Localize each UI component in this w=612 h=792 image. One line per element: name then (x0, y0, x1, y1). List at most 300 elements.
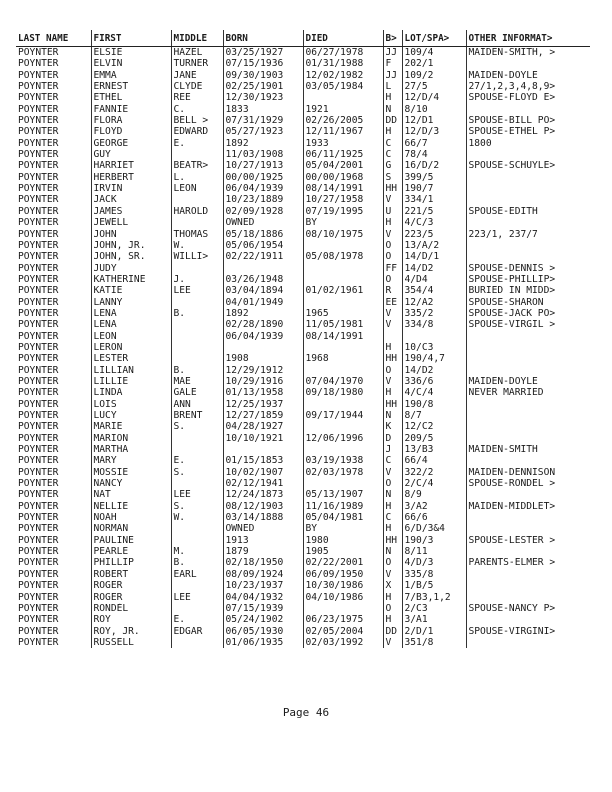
lot-space-cell: 14/D2 (402, 263, 466, 274)
other-info-cell (466, 455, 590, 466)
died-cell (303, 421, 383, 432)
other-info-cell: SPOUSE-JACK PO> (466, 308, 590, 319)
block-cell: V (383, 637, 402, 648)
last-name-cell: POYNTER (18, 523, 59, 535)
born-cell: 1892 (223, 308, 303, 319)
first-name-cell: ROY, JR. (91, 626, 171, 637)
block-cell: H (383, 614, 402, 625)
other-info-cell: SPOUSE-VIRGINI> (466, 626, 590, 637)
lot-space-cell: 190/7 (402, 183, 466, 194)
table-row (16, 433, 590, 444)
born-cell: 07/31/1929 (223, 115, 303, 126)
last-name-cell: POYNTER (18, 466, 59, 478)
table-row (16, 92, 590, 103)
other-info-cell (466, 217, 590, 228)
lot-space-cell: 6/D/3&4 (402, 523, 466, 534)
table-row (16, 455, 590, 466)
last-name-cell: POYNTER (18, 92, 59, 104)
first-name-cell: HARRIET (91, 160, 171, 171)
block-cell: H (383, 92, 402, 103)
middle-name-cell: EARL (171, 569, 223, 580)
last-name-cell: POYNTER (18, 103, 59, 115)
block-cell: O (383, 557, 402, 568)
died-cell: 02/03/1992 (303, 637, 383, 648)
middle-name-cell (171, 297, 223, 308)
block-cell: H (383, 217, 402, 228)
other-info-cell: SPOUSE-PHILLIP> (466, 274, 590, 285)
lot-space-cell: 190/8 (402, 399, 466, 410)
first-name-cell: JOHN, SR. (91, 251, 171, 262)
middle-name-cell: BRENT (171, 410, 223, 421)
born-cell: 05/06/1954 (223, 240, 303, 251)
first-name-cell: LESTER (91, 353, 171, 364)
middle-name-cell (171, 433, 223, 444)
born-cell: 09/30/1903 (223, 70, 303, 81)
born-cell: 11/03/1908 (223, 149, 303, 160)
first-name-cell: NAT (91, 489, 171, 500)
born-cell: 06/04/1939 (223, 331, 303, 342)
table-row (16, 331, 590, 342)
died-cell: 09/18/1980 (303, 387, 383, 398)
born-cell: 02/25/1901 (223, 81, 303, 92)
block-cell: DD (383, 115, 402, 126)
lot-space-cell: 16/D/2 (402, 160, 466, 171)
middle-name-cell (171, 194, 223, 205)
other-info-cell (466, 569, 590, 580)
other-info-cell (466, 580, 590, 591)
middle-name-cell: LEE (171, 285, 223, 296)
first-name-cell: NANCY (91, 478, 171, 489)
died-cell: 10/27/1958 (303, 194, 383, 205)
died-cell: 11/05/1981 (303, 319, 383, 330)
other-info-cell: SPOUSE-EDITH (466, 206, 590, 217)
block-cell: C (383, 512, 402, 523)
last-name-cell: POYNTER (18, 307, 59, 319)
died-cell: 12/02/1982 (303, 70, 383, 81)
lot-space-cell: 12/A2 (402, 297, 466, 308)
middle-name-cell: REE (171, 92, 223, 103)
other-info-cell (466, 592, 590, 603)
born-cell: 05/18/1886 (223, 229, 303, 240)
first-name-cell: LILLIE (91, 376, 171, 387)
first-name-cell: JAMES (91, 206, 171, 217)
last-name-cell: POYNTER (18, 455, 59, 467)
block-cell: N (383, 489, 402, 500)
died-cell (303, 297, 383, 308)
middle-name-cell: LEON (171, 183, 223, 194)
block-cell: V (383, 229, 402, 240)
born-cell: 12/25/1937 (223, 399, 303, 410)
born-cell (223, 263, 303, 274)
born-cell: 10/23/1889 (223, 194, 303, 205)
block-cell: K (383, 421, 402, 432)
born-cell: 02/28/1890 (223, 319, 303, 330)
block-cell: HH (383, 183, 402, 194)
born-cell (223, 444, 303, 455)
lot-space-cell: 334/1 (402, 194, 466, 205)
lot-space-cell: 14/D/1 (402, 251, 466, 262)
born-cell: 10/02/1907 (223, 467, 303, 478)
block-cell: H (383, 126, 402, 137)
died-cell: 08/10/1975 (303, 229, 383, 240)
lot-space-cell: 66/6 (402, 512, 466, 523)
block-cell: C (383, 149, 402, 160)
other-info-cell: SPOUSE-RONDEL > (466, 478, 590, 489)
last-name-cell: POYNTER (18, 478, 59, 490)
other-info-cell: MAIDEN-DOYLE (466, 376, 590, 387)
block-cell: H (383, 387, 402, 398)
died-cell: 12/06/1996 (303, 433, 383, 444)
table-row (16, 410, 590, 421)
born-cell (223, 342, 303, 353)
middle-name-cell: B. (171, 365, 223, 376)
other-info-cell: MAIDEN-SMITH, > (466, 47, 590, 59)
table-row (16, 603, 590, 614)
born-cell: 03/25/1927 (223, 47, 303, 59)
last-name-cell: POYNTER (18, 285, 59, 297)
died-cell (303, 263, 383, 274)
first-name-cell: LENA (91, 319, 171, 330)
last-name-cell: POYNTER (18, 47, 59, 58)
first-name-cell: FLORA (91, 115, 171, 126)
other-info-cell (466, 353, 590, 364)
middle-name-cell: GALE (171, 387, 223, 398)
lot-space-cell: 7/B3,1,2 (402, 592, 466, 603)
table-row (16, 580, 590, 591)
last-name-cell: POYNTER (18, 296, 59, 308)
page-number: Page 46 (282, 706, 330, 719)
died-cell: 05/08/1978 (303, 251, 383, 262)
last-name-cell: POYNTER (18, 512, 59, 524)
born-cell: 10/10/1921 (223, 433, 303, 444)
last-name-cell: POYNTER (18, 149, 59, 161)
lot-space-cell (402, 331, 466, 342)
last-name-cell: POYNTER (18, 273, 59, 285)
lot-space-cell: 2/C/4 (402, 478, 466, 489)
last-name-cell: POYNTER (18, 421, 59, 433)
middle-name-cell (171, 353, 223, 364)
other-info-cell (466, 523, 590, 534)
first-name-cell: LEON (91, 331, 171, 342)
first-name-cell: MOSSIE (91, 467, 171, 478)
table-row (16, 47, 590, 59)
other-info-cell (466, 637, 590, 648)
lot-space-cell: 109/2 (402, 70, 466, 81)
col-header-died: DIED (303, 30, 383, 47)
first-name-cell: ELVIN (91, 58, 171, 69)
died-cell (303, 274, 383, 285)
last-name-cell: POYNTER (18, 81, 59, 93)
other-info-cell: NEVER MARRIED (466, 387, 590, 398)
middle-name-cell: BEATR> (171, 160, 223, 171)
table-row (16, 274, 590, 285)
table-row (16, 81, 590, 92)
born-cell: 1833 (223, 104, 303, 115)
first-name-cell: NORMAN (91, 523, 171, 534)
first-name-cell: PHILLIP (91, 557, 171, 568)
last-name-cell: POYNTER (18, 364, 59, 376)
other-info-cell (466, 331, 590, 342)
block-cell: G (383, 160, 402, 171)
first-name-cell: LOIS (91, 399, 171, 410)
middle-name-cell: BELL > (171, 115, 223, 126)
table-row (16, 217, 590, 228)
lot-space-cell: 8/10 (402, 104, 466, 115)
died-cell: 10/30/1986 (303, 580, 383, 591)
table-row (16, 160, 590, 171)
born-cell: 12/29/1912 (223, 365, 303, 376)
born-cell: 12/27/1859 (223, 410, 303, 421)
last-name-cell: POYNTER (18, 534, 59, 546)
table-row (16, 467, 590, 478)
block-cell: N (383, 104, 402, 115)
born-cell: 1908 (223, 353, 303, 364)
table-row (16, 592, 590, 603)
first-name-cell: FLOYD (91, 126, 171, 137)
middle-name-cell: WILLI> (171, 251, 223, 262)
table-row (16, 206, 590, 217)
table-row (16, 263, 590, 274)
born-cell: 02/12/1941 (223, 478, 303, 489)
block-cell: V (383, 376, 402, 387)
other-info-cell: SPOUSE-VIRGIL > (466, 319, 590, 330)
table-row (16, 138, 590, 149)
table-row (16, 421, 590, 432)
last-name-cell: POYNTER (18, 194, 59, 206)
first-name-cell: LERON (91, 342, 171, 353)
col-header-lot-space: LOT/SPA> (402, 30, 466, 47)
middle-name-cell: S. (171, 421, 223, 432)
died-cell: 12/11/1967 (303, 126, 383, 137)
last-name-cell: POYNTER (18, 614, 59, 626)
last-name-cell: POYNTER (18, 205, 59, 217)
last-name-cell: POYNTER (18, 546, 59, 558)
died-cell: 03/05/1984 (303, 81, 383, 92)
born-cell: 04/01/1949 (223, 297, 303, 308)
col-header-block: B> (383, 30, 402, 47)
first-name-cell: ROY (91, 614, 171, 625)
last-name-cell: POYNTER (18, 591, 59, 603)
lot-space-cell: 12/D1 (402, 115, 466, 126)
lot-space-cell: 10/C3 (402, 342, 466, 353)
other-info-cell: SPOUSE-LESTER > (466, 535, 590, 546)
died-cell (303, 478, 383, 489)
died-cell: 06/11/1925 (303, 149, 383, 160)
last-name-cell: POYNTER (18, 375, 59, 387)
block-cell: F (383, 58, 402, 69)
born-cell: 01/06/1935 (223, 637, 303, 648)
first-name-cell: MARION (91, 433, 171, 444)
died-cell (303, 92, 383, 103)
first-name-cell: HERBERT (91, 172, 171, 183)
born-cell: 10/23/1937 (223, 580, 303, 591)
lot-space-cell: 335/8 (402, 569, 466, 580)
col-header-last-name: LAST NAME (16, 30, 91, 47)
middle-name-cell (171, 535, 223, 546)
other-info-cell (466, 546, 590, 557)
born-cell: 10/29/1916 (223, 376, 303, 387)
last-name-cell: POYNTER (18, 341, 59, 353)
born-cell: 08/12/1903 (223, 501, 303, 512)
register-body (16, 47, 590, 649)
died-cell: BY (303, 523, 383, 534)
block-cell: V (383, 308, 402, 319)
lot-space-cell: 3/A2 (402, 501, 466, 512)
middle-name-cell (171, 444, 223, 455)
last-name-cell: POYNTER (18, 500, 59, 512)
first-name-cell: NELLIE (91, 501, 171, 512)
died-cell: 09/17/1944 (303, 410, 383, 421)
first-name-cell: PEARLE (91, 546, 171, 557)
other-info-cell: MAIDEN-MIDDLET> (466, 501, 590, 512)
born-cell: 1913 (223, 535, 303, 546)
block-cell: X (383, 580, 402, 591)
born-cell: 01/15/1853 (223, 455, 303, 466)
first-name-cell: ETHEL (91, 92, 171, 103)
born-cell: 12/30/1923 (223, 92, 303, 103)
first-name-cell: ROGER (91, 592, 171, 603)
first-name-cell: PAULINE (91, 535, 171, 546)
middle-name-cell: ANN (171, 399, 223, 410)
died-cell: 08/14/1991 (303, 183, 383, 194)
lot-space-cell: 399/5 (402, 172, 466, 183)
middle-name-cell: W. (171, 240, 223, 251)
last-name-cell: POYNTER (18, 126, 59, 138)
middle-name-cell (171, 580, 223, 591)
died-cell: 1905 (303, 546, 383, 557)
table-row (16, 172, 590, 183)
block-cell: H (383, 592, 402, 603)
table-row (16, 126, 590, 137)
middle-name-cell: B. (171, 308, 223, 319)
born-cell: 03/14/1888 (223, 512, 303, 523)
table-row (16, 512, 590, 523)
last-name-cell: POYNTER (18, 115, 59, 127)
table-row (16, 387, 590, 398)
born-cell: OWNED (223, 217, 303, 228)
block-cell: H (383, 501, 402, 512)
block-cell: C (383, 455, 402, 466)
died-cell: 06/09/1950 (303, 569, 383, 580)
lot-space-cell: 221/5 (402, 206, 466, 217)
last-name-cell: POYNTER (18, 353, 59, 365)
born-cell: 02/22/1911 (223, 251, 303, 262)
register-table (16, 30, 590, 648)
middle-name-cell: CLYDE (171, 81, 223, 92)
other-info-cell (466, 251, 590, 262)
col-header-middle: MIDDLE (171, 30, 223, 47)
lot-space-cell: 8/7 (402, 410, 466, 421)
born-cell: OWNED (223, 523, 303, 534)
died-cell: 1965 (303, 308, 383, 319)
block-cell: V (383, 569, 402, 580)
middle-name-cell (171, 637, 223, 648)
table-row (16, 115, 590, 126)
middle-name-cell (171, 603, 223, 614)
lot-space-cell: 2/D/1 (402, 626, 466, 637)
table-row (16, 285, 590, 296)
table-row (16, 489, 590, 500)
lot-space-cell: 13/A/2 (402, 240, 466, 251)
block-cell: O (383, 603, 402, 614)
other-info-cell (466, 421, 590, 432)
table-row (16, 626, 590, 637)
middle-name-cell: S. (171, 501, 223, 512)
lot-space-cell: 4/D4 (402, 274, 466, 285)
block-cell: L (383, 81, 402, 92)
block-cell: J (383, 444, 402, 455)
other-info-cell (466, 240, 590, 251)
middle-name-cell: E. (171, 455, 223, 466)
lot-space-cell: 8/9 (402, 489, 466, 500)
other-info-cell (466, 399, 590, 410)
last-name-cell: POYNTER (18, 398, 59, 410)
died-cell: 00/00/1968 (303, 172, 383, 183)
table-row (16, 58, 590, 69)
died-cell: 02/22/2001 (303, 557, 383, 568)
first-name-cell: GUY (91, 149, 171, 160)
born-cell: 00/00/1925 (223, 172, 303, 183)
last-name-cell: POYNTER (18, 69, 59, 81)
died-cell: 02/05/2004 (303, 626, 383, 637)
lot-space-cell: 8/11 (402, 546, 466, 557)
first-name-cell: ROGER (91, 580, 171, 591)
died-cell: 05/04/1981 (303, 512, 383, 523)
first-name-cell: LANNY (91, 297, 171, 308)
col-header-first: FIRST (91, 30, 171, 47)
other-info-cell: SPOUSE-ETHEL P> (466, 126, 590, 137)
table-row (16, 523, 590, 534)
last-name-cell: POYNTER (18, 58, 59, 70)
other-info-cell: 223/1, 237/7 (466, 229, 590, 240)
other-info-cell (466, 614, 590, 625)
middle-name-cell: L. (171, 172, 223, 183)
middle-name-cell (171, 149, 223, 160)
other-info-cell: SPOUSE-NANCY P> (466, 603, 590, 614)
last-name-cell: POYNTER (18, 557, 59, 569)
table-row (16, 546, 590, 557)
middle-name-cell: W. (171, 512, 223, 523)
table-row (16, 365, 590, 376)
died-cell: 07/04/1970 (303, 376, 383, 387)
block-cell: O (383, 251, 402, 262)
other-info-cell (466, 489, 590, 500)
last-name-cell: POYNTER (18, 137, 59, 149)
middle-name-cell (171, 331, 223, 342)
died-cell: 05/13/1907 (303, 489, 383, 500)
block-cell: EE (383, 297, 402, 308)
first-name-cell: KATHERINE (91, 274, 171, 285)
middle-name-cell (171, 217, 223, 228)
table-row (16, 194, 590, 205)
first-name-cell: KATIE (91, 285, 171, 296)
block-cell: V (383, 194, 402, 205)
middle-name-cell: C. (171, 104, 223, 115)
last-name-cell: POYNTER (18, 410, 59, 421)
middle-name-cell: J. (171, 274, 223, 285)
block-cell: JJ (383, 70, 402, 81)
middle-name-cell: LEE (171, 592, 223, 603)
died-cell: 02/03/1978 (303, 467, 383, 478)
last-name-cell: POYNTER (18, 330, 59, 342)
block-cell: HH (383, 535, 402, 546)
born-cell: 08/09/1924 (223, 569, 303, 580)
block-cell: H (383, 342, 402, 353)
table-row (16, 535, 590, 546)
first-name-cell: RUSSELL (91, 637, 171, 648)
lot-space-cell: 66/7 (402, 138, 466, 149)
died-cell: 06/27/1978 (303, 47, 383, 59)
